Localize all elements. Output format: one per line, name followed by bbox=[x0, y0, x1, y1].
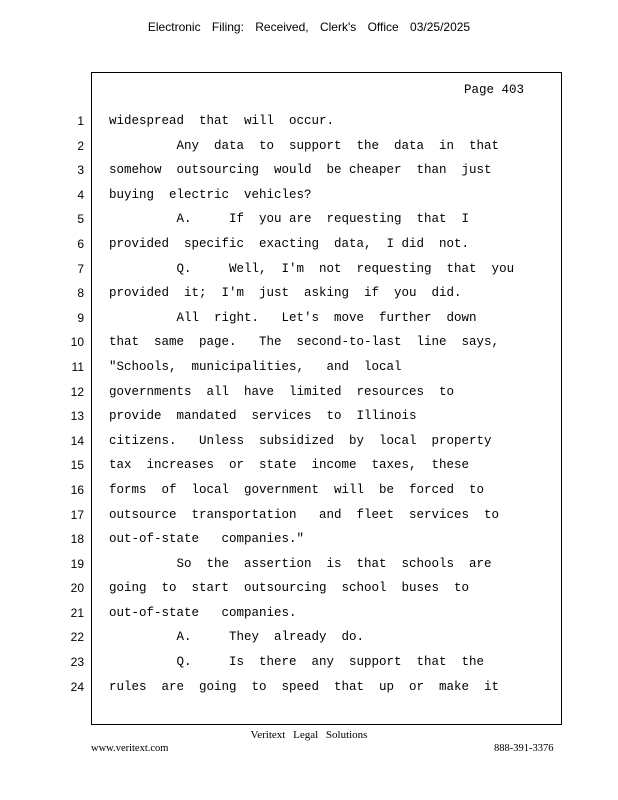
line-number: 17 bbox=[70, 507, 84, 522]
transcript-line: out-of-state companies." bbox=[109, 532, 305, 547]
transcript-line: outsource transportation and fleet services to bbox=[109, 507, 500, 522]
transcript-line: All right. Let's move further down bbox=[109, 310, 477, 325]
transcript-line: A. If you are requesting that I bbox=[109, 212, 470, 227]
line-number: 7 bbox=[77, 261, 84, 276]
line-number: 1 bbox=[77, 114, 84, 128]
line-number: 9 bbox=[77, 310, 84, 325]
transcript-line: Q. Well, I'm not requesting that you bbox=[109, 261, 515, 276]
transcript-line: going to start outsourcing school buses to bbox=[109, 581, 470, 596]
line-number: 2 bbox=[77, 138, 84, 153]
line-number: 14 bbox=[70, 433, 84, 448]
transcript-line: So the assertion is that schools are bbox=[109, 556, 492, 571]
line-number: 16 bbox=[70, 482, 84, 497]
line-number: 15 bbox=[70, 458, 84, 473]
line-number: 12 bbox=[70, 384, 84, 399]
transcript-line: Any data to support the data in that bbox=[109, 138, 500, 153]
transcript-line: widespread that will occur. bbox=[109, 114, 335, 128]
transcript-line: tax increases or state income taxes, these bbox=[109, 458, 470, 473]
transcript-line: governments all have limited resources to bbox=[109, 384, 455, 399]
line-number: 11 bbox=[71, 359, 84, 374]
transcript-text bbox=[109, 113, 549, 703]
line-number: 8 bbox=[77, 286, 84, 301]
transcript-line: A. They already do. bbox=[109, 630, 365, 645]
line-number-column bbox=[60, 113, 84, 703]
page-number: Page 403 bbox=[464, 83, 525, 97]
transcript-line: "Schools, municipalities, and local bbox=[109, 359, 402, 374]
filing-header: Electronic Filing: Received, Clerk's Office 03/25/2025 bbox=[147, 20, 471, 34]
line-number: 23 bbox=[70, 655, 84, 670]
line-number: 24 bbox=[70, 679, 84, 694]
line-number: 6 bbox=[77, 236, 84, 251]
transcript-line: that same page. The second-to-last line says, bbox=[109, 335, 500, 350]
line-number: 13 bbox=[70, 409, 84, 424]
footer-company: Veritext Legal Solutions bbox=[250, 729, 368, 741]
line-number: 20 bbox=[70, 581, 84, 596]
line-number: 4 bbox=[77, 187, 84, 202]
transcript-line: provide mandated services to Illinois bbox=[109, 409, 417, 424]
transcript-line: provided it; I'm just asking if you did. bbox=[109, 286, 462, 301]
transcript-line: buying electric vehicles? bbox=[109, 187, 312, 202]
transcript-line: rules are going to speed that up or make it bbox=[109, 679, 500, 694]
line-number: 10 bbox=[70, 335, 84, 350]
footer-website: www.veritext.com bbox=[91, 743, 169, 754]
footer-phone: 888-391-3376 bbox=[494, 743, 554, 754]
line-number: 18 bbox=[70, 532, 84, 547]
line-number: 22 bbox=[70, 630, 84, 645]
line-number: 19 bbox=[70, 556, 84, 571]
transcript-line: out-of-state companies. bbox=[109, 605, 297, 620]
transcript-line: provided specific exacting data, I did not. bbox=[109, 236, 470, 251]
transcript-line: Q. Is there any support that the bbox=[109, 655, 485, 670]
line-number: 21 bbox=[70, 605, 84, 620]
transcript-line: somehow outsourcing would be cheaper than just bbox=[109, 163, 492, 178]
transcript-line: forms of local government will be forced to bbox=[109, 482, 485, 497]
transcript-line: citizens. Unless subsidized by local property bbox=[109, 433, 492, 448]
line-number: 5 bbox=[77, 212, 84, 227]
line-number: 3 bbox=[77, 163, 84, 178]
